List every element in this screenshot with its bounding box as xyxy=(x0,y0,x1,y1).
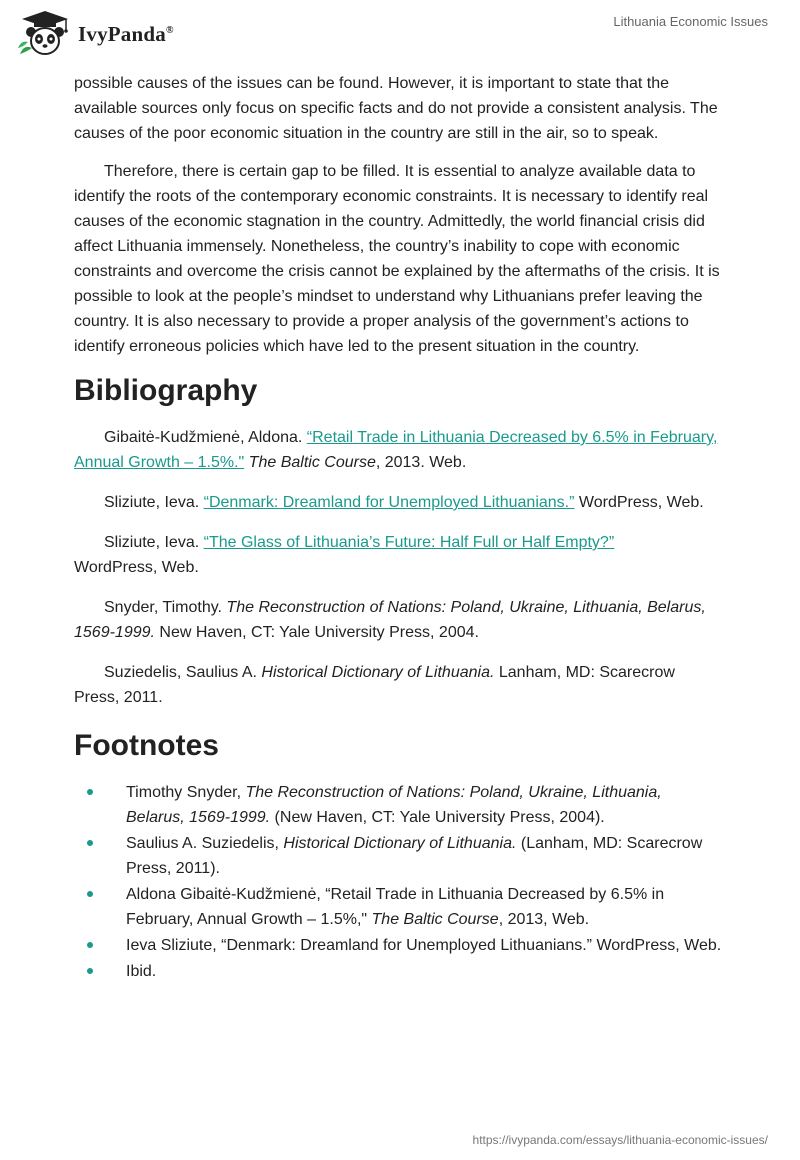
body-paragraph: possible causes of the issues can be found. However, it is important to state that the available sources only focus on specific facts and do not provide a consistent analysis. The causes of the poor economic situation in the country are still in the air, so to speak. xyxy=(74,75,718,142)
bullet-icon xyxy=(87,840,93,846)
panda-graduate-icon xyxy=(16,8,74,60)
bullet-icon xyxy=(87,891,93,897)
footnote-item: Ieva Sliziute, “Denmark: Dreamland for Unemployed Lithuanians.” WordPress, Web. xyxy=(74,933,724,958)
bibliography-entry: Snyder, Timothy. The Reconstruction of Nations: Poland, Ukraine, Lithuania, Belarus, 1569-1999. New Haven, CT: Yale University Press, 2004. xyxy=(74,599,706,641)
brand-name: IvyPanda® xyxy=(78,21,174,46)
bibliography-entry: Sliziute, Ieva. “The Glass of Lithuania’s Future: Half Full or Half Empty?” WordPress, Web. xyxy=(74,534,615,576)
running-title: Lithuania Economic Issues xyxy=(613,14,768,29)
source-url[interactable]: https://ivypanda.com/essays/lithuania-economic-issues/ xyxy=(472,1133,768,1147)
bibliography-entry: Gibaitė-Kudžmienė, Aldona. “Retail Trade in Lithuania Decreased by 6.5% in February, Annual Growth – 1.5%." The Baltic Course, 2013. Web. xyxy=(74,429,718,471)
bibliography-heading: Bibliography xyxy=(74,374,258,407)
bibliography-entry: Sliziute, Ieva. “Denmark: Dreamland for Unemployed Lithuanians.” WordPress, Web. xyxy=(104,494,704,511)
page-header xyxy=(0,0,800,70)
bullet-icon xyxy=(87,942,93,948)
bibliography-link[interactable]: “Retail Trade in Lithuania Decreased by 6.5% in February, Annual Growth – 1.5%." xyxy=(74,429,718,471)
bibliography-link[interactable]: “Denmark: Dreamland for Unemployed Lithuanians.” xyxy=(203,494,575,511)
footnote-item: Timothy Snyder, The Reconstruction of Nations: Poland, Ukraine, Lithuania, Belarus, 1569-1999. (New Haven, CT: Yale University Press, 2004). xyxy=(74,780,724,830)
footnotes-list xyxy=(74,780,724,984)
bullet-icon xyxy=(87,789,93,795)
footnote-item: Saulius A. Suziedelis, Historical Dictionary of Lithuania. (Lanham, MD: Scarecrow Press, 2011). xyxy=(74,831,724,881)
bibliography-entry: Suziedelis, Saulius A. Historical Dictionary of Lithuania. Lanham, MD: Scarecrow Press, 2011. xyxy=(74,664,675,706)
footnote-item: Aldona Gibaitė-Kudžmienė, “Retail Trade in Lithuania Decreased by 6.5% in February, Annual Growth – 1.5%," The Baltic Course, 2013, Web. xyxy=(74,882,724,932)
footnote-item: Ibid. xyxy=(74,959,724,984)
ivypanda-logo[interactable] xyxy=(16,8,174,60)
body-paragraph: Therefore, there is certain gap to be filled. It is essential to analyze available data to identify the roots of the contemporary economic constraints. It is necessary to identify real causes of the economic stagnation in the country. Admittedly, the world financial crisis did affect Lithuania immensely. Nonetheless, the country’s inability to cope with economic constraints and overcome the crisis cannot be explained by the aftermaths of the crisis. It is possible to look at the people’s mindset to understand why Lithuanians prefer leaving the country. It is also necessary to provide a proper analysis of the government’s actions to identify erroneous policies which have led to the present situation in the country. xyxy=(74,163,720,355)
bullet-icon xyxy=(87,968,93,974)
bibliography-link[interactable]: “The Glass of Lithuania’s Future: Half Full or Half Empty?” xyxy=(203,534,615,551)
footnotes-heading: Footnotes xyxy=(74,729,219,762)
essay-content xyxy=(74,71,724,985)
